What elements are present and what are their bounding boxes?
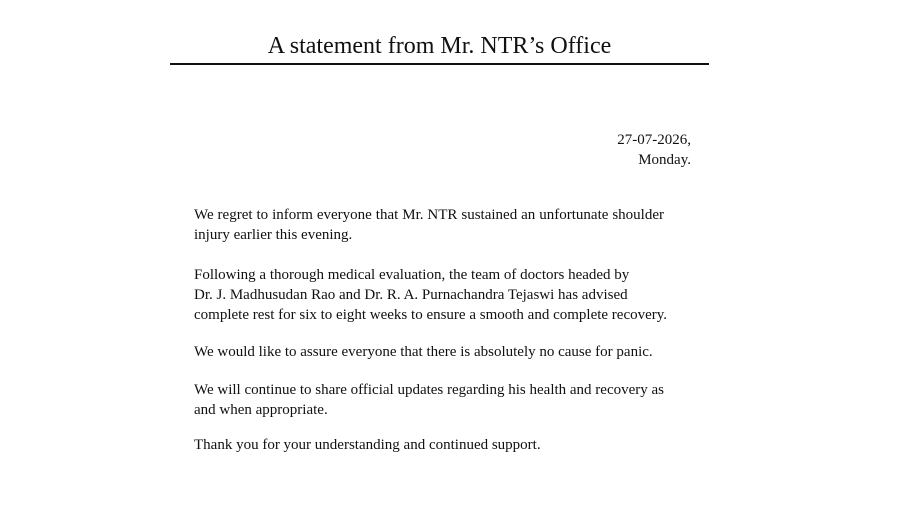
paragraph-line: and when appropriate. — [194, 402, 328, 418]
paragraph-injury — [194, 205, 664, 245]
document-title: A statement from Mr. NTR’s Office — [267, 33, 612, 59]
paragraph-medical — [194, 265, 667, 325]
paragraph-reassurance — [194, 342, 653, 362]
paragraph-updates — [194, 380, 664, 420]
paragraph-line: We would like to assure everyone that there is absolutely no cause for panic. — [194, 344, 653, 360]
paragraph-line: complete rest for six to eight weeks to ensure a smooth and complete recovery. — [194, 307, 668, 323]
paragraph-line: We will continue to share official updates regarding his health and recovery as — [194, 382, 665, 398]
paragraph-line: Following a thorough medical evaluation, the team of doctors headed by — [194, 267, 630, 283]
paragraph-line: We regret to inform everyone that Mr. NTR sustained an unfortunate shoulder — [194, 207, 664, 223]
paragraph-line: Dr. J. Madhusudan Rao and Dr. R. A. Purnachandra Tejaswi has advised — [194, 287, 628, 303]
paragraph-thanks — [194, 435, 541, 455]
statement-day: Monday. — [638, 152, 691, 168]
date-block — [617, 130, 691, 170]
statement-date: 27-07-2026, — [617, 132, 691, 148]
paragraph-line: Thank you for your understanding and continued support. — [194, 437, 541, 453]
title-underline — [170, 63, 709, 65]
paragraph-line: injury earlier this evening. — [194, 227, 353, 243]
